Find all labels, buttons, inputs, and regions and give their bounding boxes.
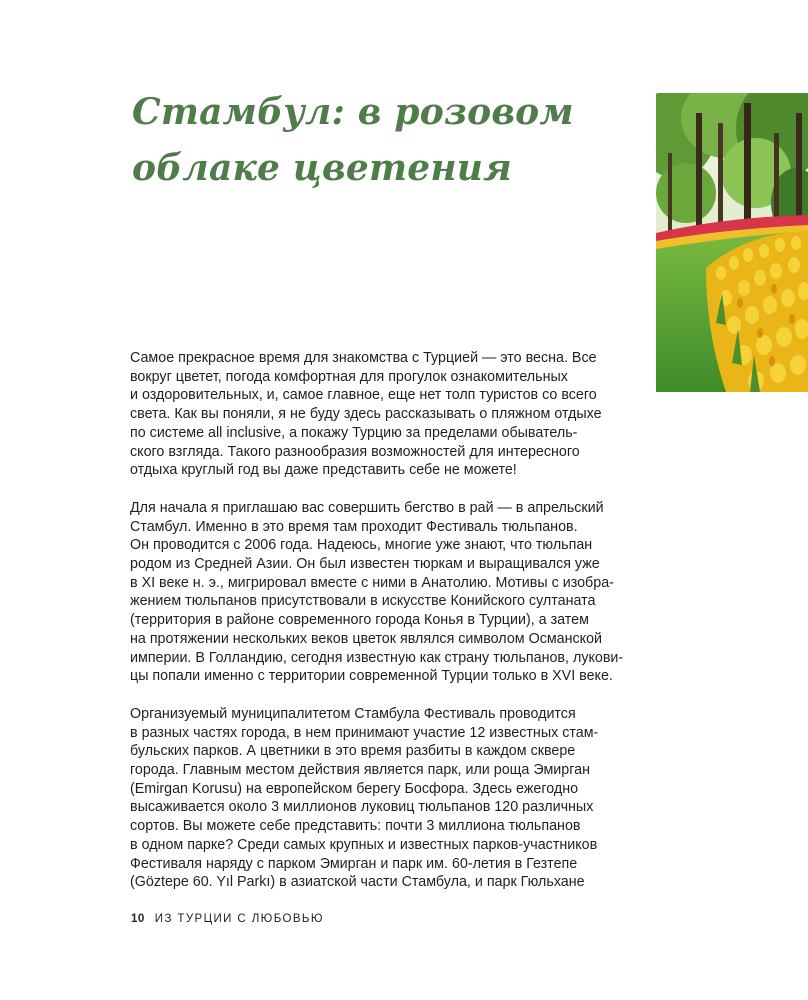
text-line: Он проводится с 2006 года. Надеюсь, многие уже знают, что тюльпан	[130, 537, 593, 554]
text-line: (Emirgan Korusu) на европейском берегу Босфора. Здесь ежегодно	[130, 780, 579, 797]
text-line: бульских парков. А цветники в это время разбиты в каждом сквере	[130, 743, 576, 760]
text-line: по системе all inclusive, а покажу Турцию за пределами обыватель-	[130, 424, 578, 441]
page-number: 10	[131, 913, 145, 925]
text-line: Самое прекрасное время для знакомства с Турцией — это весна. Все	[130, 350, 597, 366]
title-line-2: облаке цветения	[132, 147, 513, 189]
text-line: высаживается около 3 миллионов луковиц тюльпанов 120 различных	[130, 799, 594, 816]
text-line: цы попали именно с территории современной Турции только в XVI веке.	[130, 668, 613, 685]
text-line: на протяжении нескольких веков цветок являлся символом Османской	[130, 630, 603, 647]
page-footer	[131, 913, 324, 925]
text-line: ского взгляда. Такого разнообразия возможностей для интересного	[130, 443, 580, 460]
text-line: в разных частях города, в нем принимают участие 12 известных стам-	[130, 724, 599, 741]
text-line: (Göztepe 60. Yıl Parkı) в азиатской части Стамбула, и парк Гюльхане	[130, 874, 585, 891]
text-line: и оздоровительных, и, самое главное, еще нет толп туристов со всего	[130, 387, 597, 404]
paragraph-1	[130, 349, 620, 480]
text-line: Стамбул. Именно в это время там проходит Фестиваль тюльпанов.	[130, 518, 578, 535]
text-line: вокруг цветет, погода комфортная для прогулок ознакомительных	[130, 368, 568, 385]
title-line-1: Стамбул: в розовом	[132, 91, 574, 133]
running-title: ИЗ ТУРЦИИ С ЛЮБОВЬЮ	[154, 913, 324, 925]
text-line: империи. В Голландию, сегодня известную как страну тюльпанов, лукови-	[130, 649, 624, 666]
text-line: Для начала я приглашаю вас совершить бегство в рай — в апрельский	[130, 499, 604, 516]
text-line: отдыха круглый год вы даже представить себе не можете!	[130, 462, 517, 479]
page-title	[132, 84, 612, 196]
text-line: в одном парке? Среди самых крупных и известных парков-участников	[130, 836, 598, 853]
text-line: жением тюльпанов присутствовали в искусстве Конийского султаната	[130, 593, 596, 610]
text-line: Организуемый муниципалитетом Стамбула Фестиваль проводится	[130, 705, 576, 722]
tulip-park-photo	[656, 93, 808, 392]
paragraph-2	[130, 499, 624, 686]
paragraph-3	[130, 705, 620, 892]
text-line: города. Главным местом действия является парк, или роща Эмирган	[130, 762, 590, 779]
text-line: (территория в районе современного города Конья в Турции), а затем	[130, 612, 589, 629]
article-body	[130, 349, 624, 911]
text-line: в XI веке н. э., мигрировал вместе с ними в Анатолию. Мотивы с изобра-	[130, 574, 614, 591]
text-line: родом из Средней Азии. Он был известен тюркам и выращивался уже	[130, 556, 600, 573]
text-line: сортов. Вы можете себе представить: почти 3 миллиона тюльпанов	[130, 818, 581, 835]
text-line: света. Как вы поняли, я не буду здесь рассказывать о пляжном отдыхе	[130, 406, 602, 423]
text-line: Фестиваля наряду с парком Эмирган и парк им. 60-летия в Гезтепе	[130, 855, 578, 872]
